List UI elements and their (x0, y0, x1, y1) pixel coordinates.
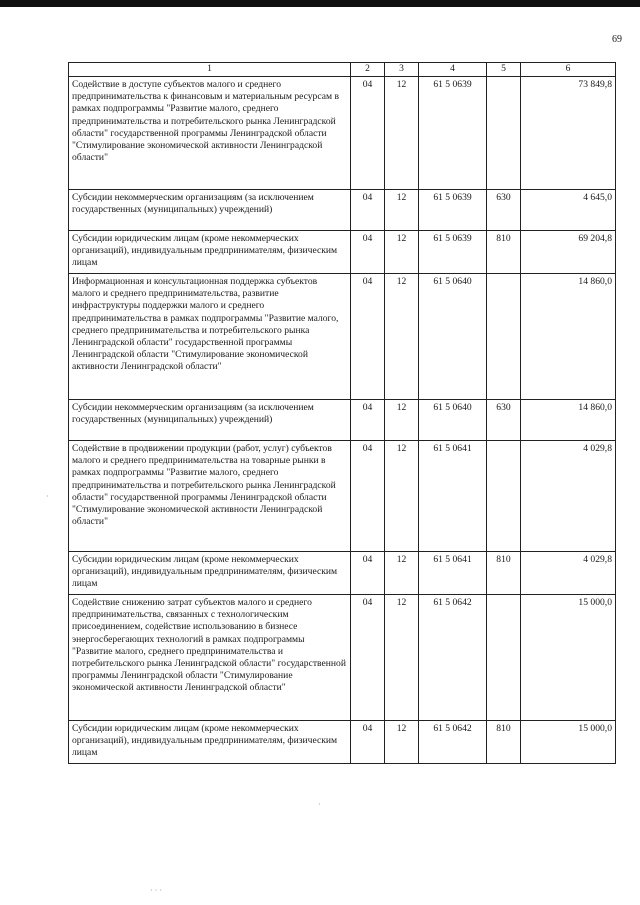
column-header: 2 (351, 63, 385, 77)
cell-expense-type (487, 77, 521, 190)
table-row (69, 552, 616, 595)
cell-expense-type (487, 595, 521, 721)
row-description: Субсидии некоммерческим организациям (за исключением государственных (муниципальных) учреждений) (69, 190, 351, 231)
cell-target-article: 61 5 0641 (419, 552, 487, 595)
cell-amount: 4 029,8 (521, 552, 616, 595)
cell-subsection: 12 (385, 231, 419, 274)
row-description: Содействие в продвижении продукции (работ, услуг) субъектов малого и среднего предпринимательства на товарные рынки в рамках подпрограммы "Развитие малого, среднего предпринимательства и потребительского рынка Ленинградской области" государственной программы Ленинградской области "Стимулирование экономической активности Ленинградской области" (69, 441, 351, 552)
cell-subsection: 12 (385, 552, 419, 595)
cell-target-article: 61 5 0640 (419, 400, 487, 441)
cell-expense-type: 810 (487, 552, 521, 595)
cell-target-article: 61 5 0639 (419, 190, 487, 231)
table-row (69, 190, 616, 231)
cell-expense-type (487, 274, 521, 400)
row-description: Содействие в доступе субъектов малого и среднего предпринимательства к финансовым и материальным ресурсам в рамках подпрограммы "Развитие малого, среднего предпринимательства и потребительского рынка Ленинградской области" государственной программы Ленинградской области "Стимулирование экономической активности Ленинградской области" (69, 77, 351, 190)
cell-amount: 73 849,8 (521, 77, 616, 190)
cell-section: 04 (351, 190, 385, 231)
table-row (69, 231, 616, 274)
row-description: Субсидии юридическим лицам (кроме некоммерческих организаций), индивидуальным предпринимателям, физическим лицам (69, 721, 351, 764)
cell-amount: 14 860,0 (521, 274, 616, 400)
scan-top-edge (0, 0, 640, 7)
table-row (69, 721, 616, 764)
cell-target-article: 61 5 0641 (419, 441, 487, 552)
page-number: 69 (612, 34, 622, 45)
cell-target-article: 61 5 0639 (419, 77, 487, 190)
cell-amount: 15 000,0 (521, 721, 616, 764)
row-description: Субсидии юридическим лицам (кроме некоммерческих организаций), индивидуальным предпринимателям, физическим лицам (69, 552, 351, 595)
cell-section: 04 (351, 231, 385, 274)
header-row (69, 63, 616, 77)
column-header: 4 (419, 63, 487, 77)
budget-table (68, 62, 616, 764)
row-description: Информационная и консультационная поддержка субъектов малого и среднего предпринимательства, развитие инфраструктуры поддержки малого и среднего предпринимательства в рамках подпрограммы "Развитие малого, среднего предпринимательства и потребительского рынка Ленинградской области" государственной программы Ленинградской области "Стимулирование экономической активности Ленинградской области" (69, 274, 351, 400)
column-header: 3 (385, 63, 419, 77)
cell-amount: 14 860,0 (521, 400, 616, 441)
cell-subsection: 12 (385, 274, 419, 400)
column-header: 1 (69, 63, 351, 77)
cell-amount: 69 204,8 (521, 231, 616, 274)
cell-section: 04 (351, 721, 385, 764)
table-row (69, 441, 616, 552)
cell-section: 04 (351, 274, 385, 400)
table-row (69, 274, 616, 400)
cell-target-article: 61 5 0642 (419, 721, 487, 764)
cell-expense-type: 810 (487, 231, 521, 274)
cell-subsection: 12 (385, 721, 419, 764)
cell-target-article: 61 5 0640 (419, 274, 487, 400)
cell-subsection: 12 (385, 190, 419, 231)
cell-target-article: 61 5 0639 (419, 231, 487, 274)
cell-section: 04 (351, 77, 385, 190)
cell-subsection: 12 (385, 77, 419, 190)
scan-speck: · (318, 800, 321, 809)
cell-target-article: 61 5 0642 (419, 595, 487, 721)
scan-speck: · (46, 492, 49, 501)
table-row (69, 77, 616, 190)
cell-expense-type (487, 441, 521, 552)
cell-expense-type: 630 (487, 190, 521, 231)
cell-section: 04 (351, 552, 385, 595)
cell-expense-type: 630 (487, 400, 521, 441)
cell-subsection: 12 (385, 441, 419, 552)
cell-amount: 4 645,0 (521, 190, 616, 231)
cell-subsection: 12 (385, 400, 419, 441)
cell-section: 04 (351, 441, 385, 552)
table-row (69, 595, 616, 721)
cell-amount: 15 000,0 (521, 595, 616, 721)
row-description: Содействие снижению затрат субъектов малого и среднего предпринимательства, связанных с технологическим присоединением, содействие использованию в бизнесе энергосберегающих технологий в рамках подпрограммы "Развитие малого, среднего предпринимательства и потребительского рынка Ленинградской области" государственной программы Ленинградской области "Стимулирование экономической активности Ленинградской области" (69, 595, 351, 721)
cell-subsection: 12 (385, 595, 419, 721)
table-row (69, 400, 616, 441)
scan-speck: · · · (150, 886, 162, 895)
cell-amount: 4 029,8 (521, 441, 616, 552)
column-header: 6 (521, 63, 616, 77)
row-description: Субсидии некоммерческим организациям (за исключением государственных (муниципальных) учреждений) (69, 400, 351, 441)
cell-section: 04 (351, 400, 385, 441)
cell-expense-type: 810 (487, 721, 521, 764)
row-description: Субсидии юридическим лицам (кроме некоммерческих организаций), индивидуальным предпринимателям, физическим лицам (69, 231, 351, 274)
column-header: 5 (487, 63, 521, 77)
cell-section: 04 (351, 595, 385, 721)
